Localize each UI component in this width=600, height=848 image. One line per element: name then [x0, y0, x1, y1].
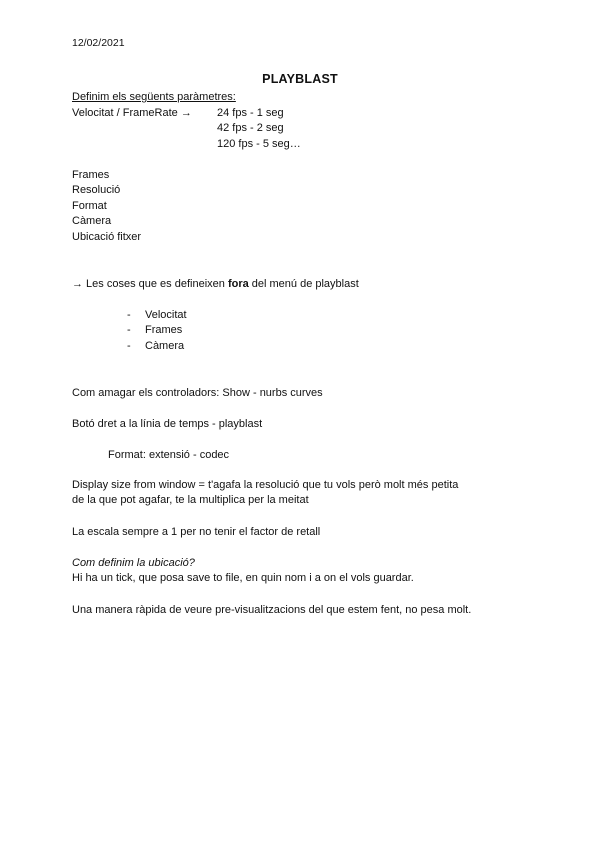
fps-line: 120 fps - 5 seg… [217, 138, 301, 150]
fps-line: 42 fps - 2 seg [217, 122, 284, 134]
outside-intro-prefix: → Les coses que es defineixen [72, 278, 228, 290]
right-click-line: Botó dret a la línia de temps - playblast [72, 418, 263, 430]
scale-line: La escala sempre a 1 per no tenir el factor de retall [72, 526, 321, 538]
document-date: 12/02/2021 [72, 37, 125, 49]
summary-line: Una manera ràpida de veure pre-visualitzacions del que estem fent, no pesa molt. [72, 604, 472, 616]
list-dash: - [127, 324, 131, 336]
hide-controllers-line: Com amagar els controladors: Show - nurbs curves [72, 387, 323, 399]
fps-line: 24 fps - 1 seg [217, 107, 284, 119]
location-answer: Hi ha un tick, que posa save to file, en quin nom i a on el vols guardar. [72, 572, 414, 584]
velocity-label: Velocitat / FrameRate → [72, 107, 192, 119]
location-question: Com definim la ubicació? [72, 557, 195, 569]
outside-intro-bold: fora [227, 278, 249, 290]
parameter-item: Resolució [72, 184, 121, 196]
display-size-line: Display size from window = t'agafa la resolució que tu vols però molt més petita [72, 479, 459, 491]
parameter-item: Frames [72, 169, 110, 181]
list-dash: - [127, 309, 131, 321]
outside-item: Velocitat [145, 309, 187, 321]
outside-intro [72, 277, 359, 292]
format-line: Format: extensió - codec [108, 449, 230, 461]
parameter-item: Ubicació fitxer [72, 231, 142, 243]
outside-intro-suffix: del menú de playblast [248, 278, 359, 290]
list-dash: - [127, 340, 131, 352]
display-size-line: de la que pot agafar, te la multiplica per la meitat [72, 494, 309, 506]
outside-item: Frames [145, 324, 183, 336]
params-heading: Definim els següents paràmetres: [72, 91, 236, 103]
document-title: PLAYBLAST [262, 72, 338, 86]
outside-item: Càmera [145, 340, 185, 352]
parameter-item: Càmera [72, 215, 112, 227]
parameter-item: Format [72, 200, 107, 212]
